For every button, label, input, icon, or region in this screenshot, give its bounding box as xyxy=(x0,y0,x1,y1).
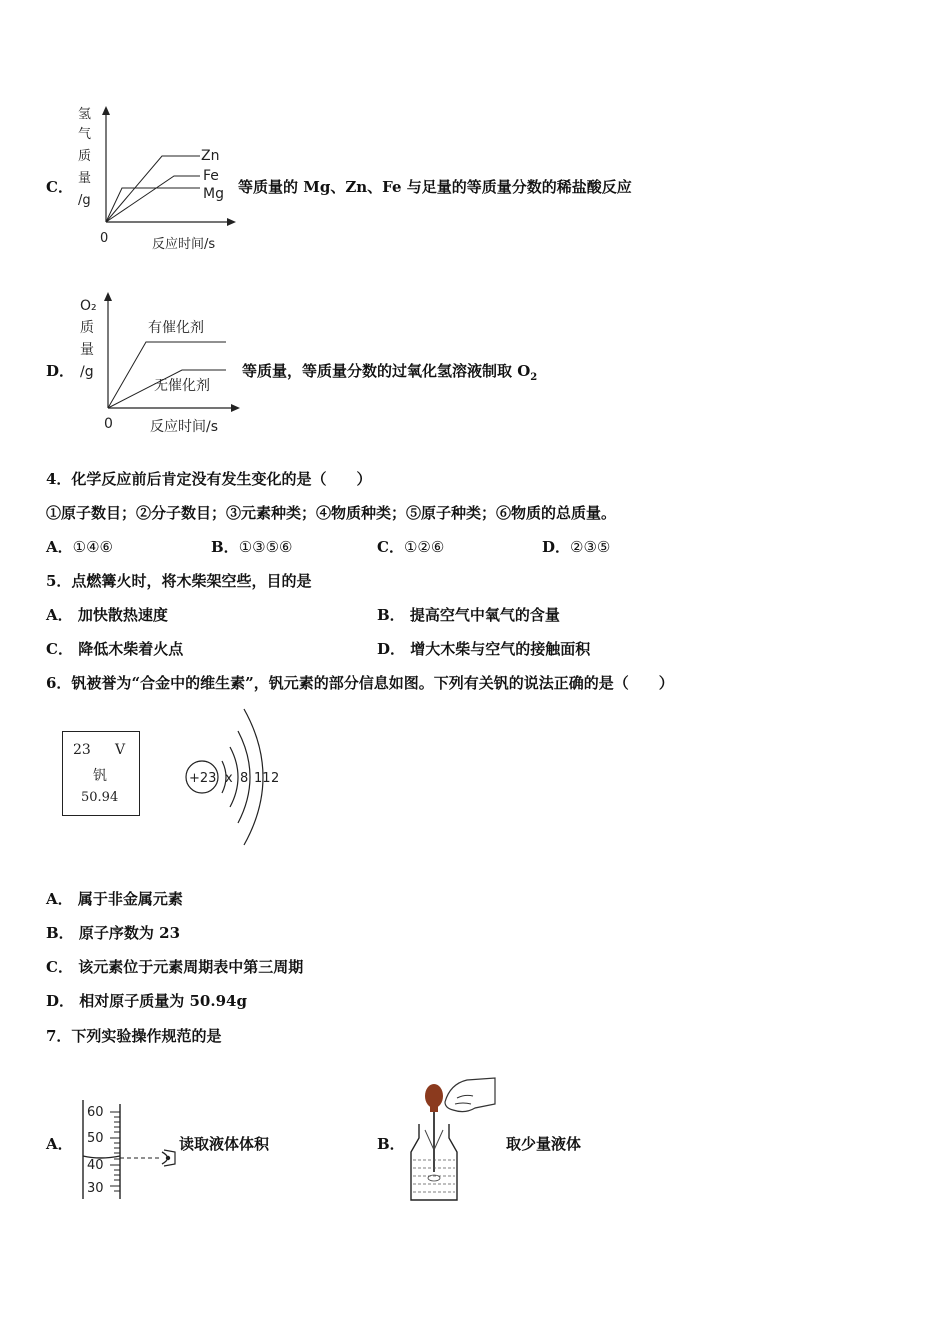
origin-label: 0 xyxy=(100,231,109,246)
q4-option-d[interactable]: D．②③⑤ xyxy=(542,538,611,556)
graduated-cylinder-figure xyxy=(78,1098,183,1202)
q4-option-a[interactable]: A．①④⑥ xyxy=(46,538,113,556)
q7-option-b-caption: 取少量液体 xyxy=(506,1135,582,1153)
origin-label: 0 xyxy=(104,416,113,432)
atom-structure-diagram xyxy=(178,705,288,850)
q7-stem: 7．下列实验操作规范的是 xyxy=(46,1027,222,1045)
eye-icon xyxy=(162,1150,175,1166)
oxygen-mass-chart xyxy=(74,288,244,440)
shell-1-electrons: x xyxy=(225,771,233,786)
q6-option-b[interactable]: B． 原子序数为 23 xyxy=(46,924,181,942)
y-label-line: /g xyxy=(80,364,94,380)
shell-3-electrons: 11 xyxy=(254,771,271,786)
q6-option-a[interactable]: A． 属于非金属元素 xyxy=(46,890,183,908)
y-label-line: 量 xyxy=(80,342,94,358)
y-label-char: 气 xyxy=(78,127,92,142)
y-label-char: 质 xyxy=(78,149,92,164)
q5-option-a[interactable]: A． 加快散热速度 xyxy=(46,606,168,624)
series-label-zn: Zn xyxy=(201,148,220,164)
y-label-char: /g xyxy=(78,193,91,208)
y-label-line: O₂ xyxy=(80,298,97,314)
scale-label: 50 xyxy=(87,1131,104,1146)
q7-option-b-letter[interactable]: B． xyxy=(377,1135,405,1153)
y-label-char: 量 xyxy=(78,171,92,186)
element-symbol: V xyxy=(115,742,126,758)
q6-option-c[interactable]: C． 该元素位于元素周期表中第三周期 xyxy=(46,958,304,976)
q7-option-a-caption: 读取液体体积 xyxy=(179,1135,270,1153)
dropper-icon xyxy=(425,1084,443,1172)
hydrogen-mass-chart xyxy=(70,100,240,255)
y-label-char: 氢 xyxy=(78,107,92,122)
q4-stem: 4．化学反应前后肯定没有发生变化的是（ ） xyxy=(46,470,372,488)
series-label-fe: Fe xyxy=(203,168,219,184)
q7-option-a-letter[interactable]: A． xyxy=(46,1135,73,1153)
element-name: 钒 xyxy=(93,768,107,784)
q5-option-d[interactable]: D． 增大木柴与空气的接触面积 xyxy=(377,640,591,658)
element-card-vanadium xyxy=(62,731,140,816)
q4-option-c[interactable]: C．①②⑥ xyxy=(377,538,445,556)
scale-label: 30 xyxy=(87,1181,104,1196)
series-label-catalyst: 有催化剂 xyxy=(148,320,204,336)
option-d-text: 等质量，等质量分数的过氧化氢溶液制取 $O_2$ xyxy=(242,362,538,383)
series-line-fe xyxy=(106,176,200,222)
y-label-line: 质 xyxy=(80,320,94,336)
atomic-mass: 50.94 xyxy=(81,790,119,805)
atomic-number: 23 xyxy=(73,742,91,758)
series-line-catalyst xyxy=(108,342,226,408)
option-c-text: 等质量的 Mg、Zn、Fe 与足量的等质量分数的稀盐酸反应 xyxy=(238,178,632,196)
scale-label: 40 xyxy=(87,1158,104,1173)
q4-items: ①原子数目；②分子数目；③元素种类；④物质种类；⑤原子种类；⑥物质的总质量。 xyxy=(46,504,617,522)
q5-stem: 5．点燃篝火时，将木柴架空些，目的是 xyxy=(46,572,312,590)
scale-label: 60 xyxy=(87,1105,104,1120)
series-label-mg: Mg xyxy=(203,186,224,202)
q6-stem: 6．钒被誉为“合金中的维生素”，钒元素的部分信息如图。下列有关钒的说法正确的是（ ） xyxy=(46,674,674,692)
q4-option-b[interactable]: B．①③⑤⑥ xyxy=(211,538,293,556)
shell-2-electrons: 8 xyxy=(240,771,249,786)
subscript: 2 xyxy=(530,372,538,383)
x-axis-label: 反应时间/s xyxy=(152,237,216,252)
nucleus-charge: +23 xyxy=(189,771,217,786)
hand-icon xyxy=(445,1078,495,1112)
q6-option-d[interactable]: D． 相对原子质量为 50.94g xyxy=(46,992,247,1010)
shell-4-electrons: 2 xyxy=(271,771,280,786)
x-axis-label: 反应时间/s xyxy=(150,419,219,435)
option-c-letter: C． xyxy=(46,178,73,196)
q5-option-b[interactable]: B． 提高空气中氧气的含量 xyxy=(377,606,560,624)
option-d-letter: D． xyxy=(46,362,75,380)
series-label-no-catalyst: 无催化剂 xyxy=(154,378,210,394)
dropper-bottle-figure xyxy=(405,1074,500,1202)
q5-option-c[interactable]: C． 降低木柴着火点 xyxy=(46,640,184,658)
